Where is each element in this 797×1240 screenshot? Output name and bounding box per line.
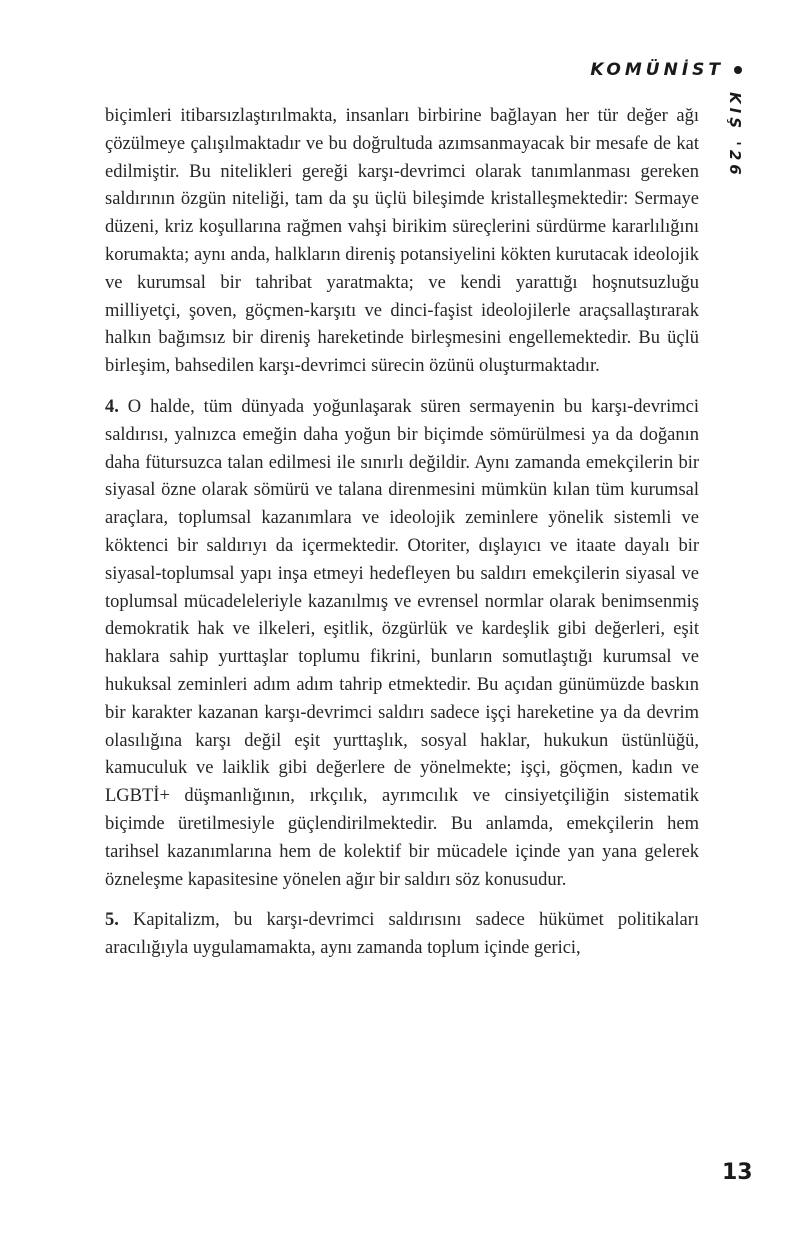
paragraph-text: Kapitalizm, bu karşı-devrimci saldırısını sadece hükümet politikaları aracılığıyla uygulamamakta, aynı zamanda toplum içinde gerici, [105, 910, 699, 959]
paragraph-1 [105, 103, 699, 381]
paragraph-number: 4. [105, 396, 119, 417]
paragraph-4 [105, 394, 699, 894]
paragraph-text: O halde, tüm dünyada yoğunlaşarak süren sermayenin bu karşı-devrimci saldırısı, yalnızca emeğin daha yoğun bir biçimde sömürülmesi ya da doğanın daha fütursuzca talan edilmesi ile sınırlı değildir. Aynı zamanda emekçilerin bir siyasal özne olarak sömürü ve talana direnmesini mümkün kılan tüm kurumsal araçlara, toplumsal kazanımlara ve ideolojik zeminlere yönelik sistemli ve köktenci bir saldırıyı da içermektedir. Otoriter, dışlayıcı ve itaate dayalı bir siyasal-toplumsal yapı inşa etmeyi hedefleyen bu saldırı emekçilerin siyasal ve toplumsal mücadeleleriyle kazanılmış ve evrensel normlar olarak benimsenmiş demokratik hak ve ilkeleri, eşitlik, özgürlük ve kardeşlik gibi değerleri, eşit haklara sahip yurttaşlar toplumu fikrini, bunların somutlaştığı kurumsal ve hukuksal zeminleri adım adım tahrip etmektedir. Bu açıdan günümüzde baskın bir karakter kazanan karşı-devrimci saldırı sadece işçi hareketine ya da devrim olasılığına karşı değil eşit yurttaşlık, sosyal haklar, hukukun üstünlüğü, kamuculuk ve laiklik gibi değerlere de yönelmekte; işçi, göçmen, kadın ve LGBTİ+ düşmanlığının, ırkçılık, ayrımcılık ve cinsiyetçiliğin sistematik biçimde üretilmesiyle güçlendirilmektedir. Bu anlamda, emekçilerin hem tarihsel kazanımlarına hem de kolektif bir mücadele içinde yan yana gelerek özneleşme kapasitesine yönelen ağır bir saldırı söz konusudur. [105, 396, 699, 890]
body-text [105, 103, 699, 976]
bullet-dot-icon [734, 66, 742, 74]
magazine-title: KOMÜNİST [590, 60, 724, 80]
paragraph-text: biçimleri itibarsızlaştırılmakta, insanları birbirine bağlayan her tür değer ağı çözülmeye çalışılmaktadır ve bu doğrultuda azımsanmayacak bir mesafe de kat edilmiştir. Bu nitelikleri gereği karşı-devrimci olarak tanımlanması gereken saldırının özgün niteliği, tam da şu üçlü bileşimde kristalleşmektedir: Sermaye düzeni, kriz koşullarına rağmen vahşi birikim süreçlerini sürdürme kararlılığını korumakta; aynı anda, halkların direniş potansiyelini kökten kurutacak ideolojik ve kurumsal bir tahribat yaratmakta; ve kendi yarattığı hoşnutsuzluğu milliyetçi, şoven, göçmen-karşıtı ve dinci-faşist ideolojilerle araçsallaştırarak halkın bağımsız bir direniş hareketinde birleşmesini engellemektedir. Bu üçlü birleşim, bahsedilen karşı-devrimci sürecin özünü oluşturmaktadır. [105, 106, 699, 377]
issue-label: KIŞ '26 [726, 92, 744, 179]
running-head [590, 60, 742, 80]
paragraph-5 [105, 907, 699, 963]
paragraph-number: 5. [105, 910, 119, 931]
page-number: 13 [722, 1160, 753, 1185]
